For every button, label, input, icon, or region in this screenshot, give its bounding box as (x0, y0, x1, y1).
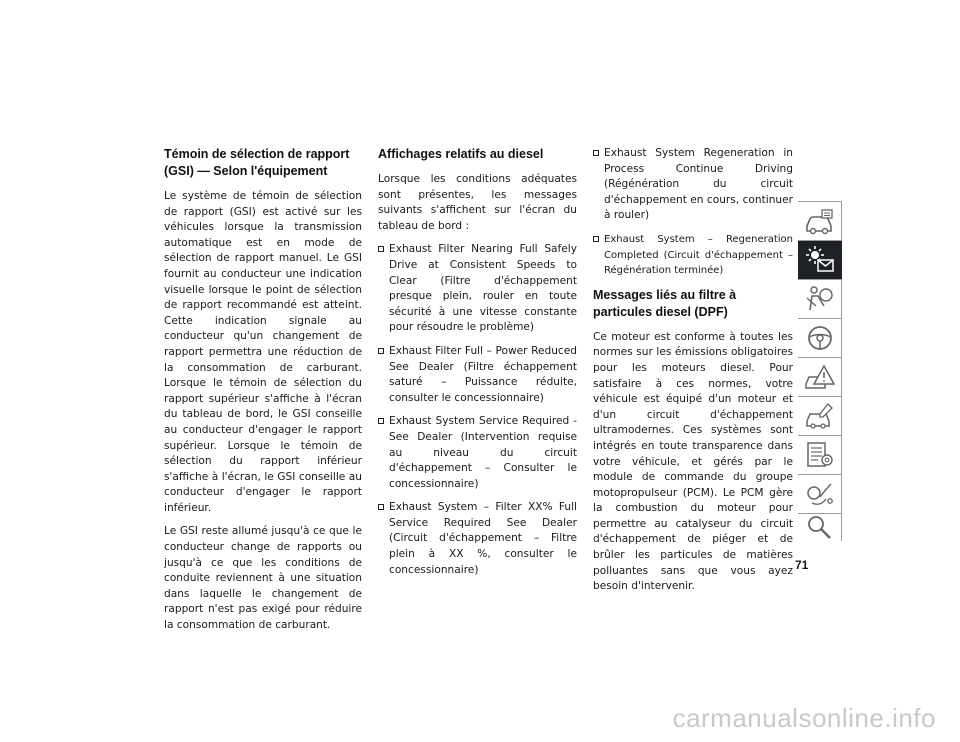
chapter-tab-3[interactable] (798, 280, 842, 318)
chapter-tab-9[interactable] (798, 514, 842, 541)
steering-wheel-icon (804, 323, 836, 353)
checkbox-bullet-icon (378, 504, 384, 510)
page-number: 71 (795, 558, 809, 572)
checkbox-bullet-icon (378, 246, 384, 252)
diesel-displays-heading: Affichages relatifs au diesel (378, 147, 544, 161)
list-item: Exhaust Filter Nearing Full Safely Drive at Consistent Speeds to Clear (Filtre d'échappement presque plein, rouler en toute sécurité à une vitesse constante pour résoudre le problème) (378, 242, 577, 336)
chapter-tab-8[interactable] (798, 475, 842, 513)
checkbox-bullet-icon (378, 418, 384, 424)
list-item: Exhaust System – Regeneration Completed (Circuit d'échappement – Régénération terminée) (593, 232, 793, 279)
checkbox-bullet-icon (593, 150, 599, 156)
specifications-list-icon (804, 440, 836, 470)
column-right (593, 146, 793, 603)
magnifier-index-icon (804, 514, 836, 540)
list-item: Exhaust System Regeneration in Process Continue Driving (Régénération du circuit d'échappement en cours, continuer à rouler) (593, 146, 793, 224)
list-item: Exhaust Filter Full – Power Reduced See Dealer (Filtre échappement saturé – Puissance réduite, consulter le concessionnaire) (378, 344, 577, 406)
gsi-heading: Témoin de sélection de rapport (GSI) — Selon l'équipement (164, 147, 350, 178)
chapter-tab-7[interactable] (798, 436, 842, 474)
checkbox-bullet-icon (593, 236, 599, 242)
chapter-tab-2[interactable] (798, 241, 842, 279)
gsi-paragraph-2: Le GSI reste allumé jusqu'à ce que le conducteur change de rapports ou jusqu'à ce que les conditions de conduite reviennent à une situation dans laquelle le changement de rapport n'est pas exigé pour réduire la consommation de carburant. (164, 525, 362, 632)
chapter-tab-1[interactable] (798, 202, 842, 240)
dpf-paragraph: Ce moteur est conforme à toutes les normes sur les émissions obligatoires pour les moteurs diesel. Pour satisfaire à ces normes, votre véhicule est équipé d'un moteur et d'un circuit d'échappement ultramodernes. Ces systèmes sont intégrés en toute transparence dans votre véhicule, et gérés par le module de commande du groupe motopropulseur (PCM). Le PCM gère la combustion du moteur pour permettre au catalyseur du circuit d'échappement de piéger et de brûler les particules de matières polluantes sans que vous ayez besoin d'intervenir. (593, 330, 793, 593)
chapter-tab-5[interactable] (798, 358, 842, 396)
column-middle (378, 146, 577, 586)
column-left (164, 146, 362, 642)
checkbox-bullet-icon (378, 348, 384, 354)
multimedia-icon (804, 479, 836, 509)
chapter-tab-6[interactable] (798, 397, 842, 435)
car-service-icon (804, 401, 836, 431)
dpf-heading: Messages liés au filtre à particules diesel (DPF) (593, 287, 737, 319)
list-item: Exhaust System – Filter XX% Full Service Required See Dealer (Circuit d'échappement – Filtre plein à XX %, consulter le concessionnaire) (378, 500, 577, 578)
watermark: carmanualsonline.info (672, 703, 936, 733)
regeneration-messages-list (593, 146, 793, 279)
airbag-safety-icon (804, 284, 836, 314)
warning-light-message-icon (804, 245, 836, 275)
diesel-displays-intro: Lorsque les conditions adéquates sont présentes, les messages suivants s'affichent sur l'écran du tableau de bord : (378, 173, 577, 232)
car-info-icon (804, 206, 836, 236)
chapter-tab-4[interactable] (798, 319, 842, 357)
list-item: Exhaust System Service Required - See Dealer (Intervention requise au niveau du circuit d'échappement – Consulter le concessionnaire) (378, 414, 577, 492)
diesel-messages-list (378, 242, 577, 578)
roadside-warning-icon (804, 362, 836, 392)
gsi-paragraph-1: Le système de témoin de sélection de rapport (GSI) est activé sur les véhicules lorsque la transmission automatique est en mode de sélection de rapport manuel. Le GSI fournit au conducteur une indication visuelle lorsque le point de sélection de rapport recommandé est atteint. Cette indication signale au conducteur qu'un changement de rapport permettra une réduction de la consommation de carburant. Lorsque le témoin de sélection du rapport supérieur s'affiche à l'écran du tableau de bord, le GSI conseille au conducteur d'engager le rapport supérieur. Lorsque le témoin de sélection du rapport inférieur s'affiche à l'écran, le GSI conseille au conducteur d'engager le rapport inférieur. (164, 190, 362, 514)
